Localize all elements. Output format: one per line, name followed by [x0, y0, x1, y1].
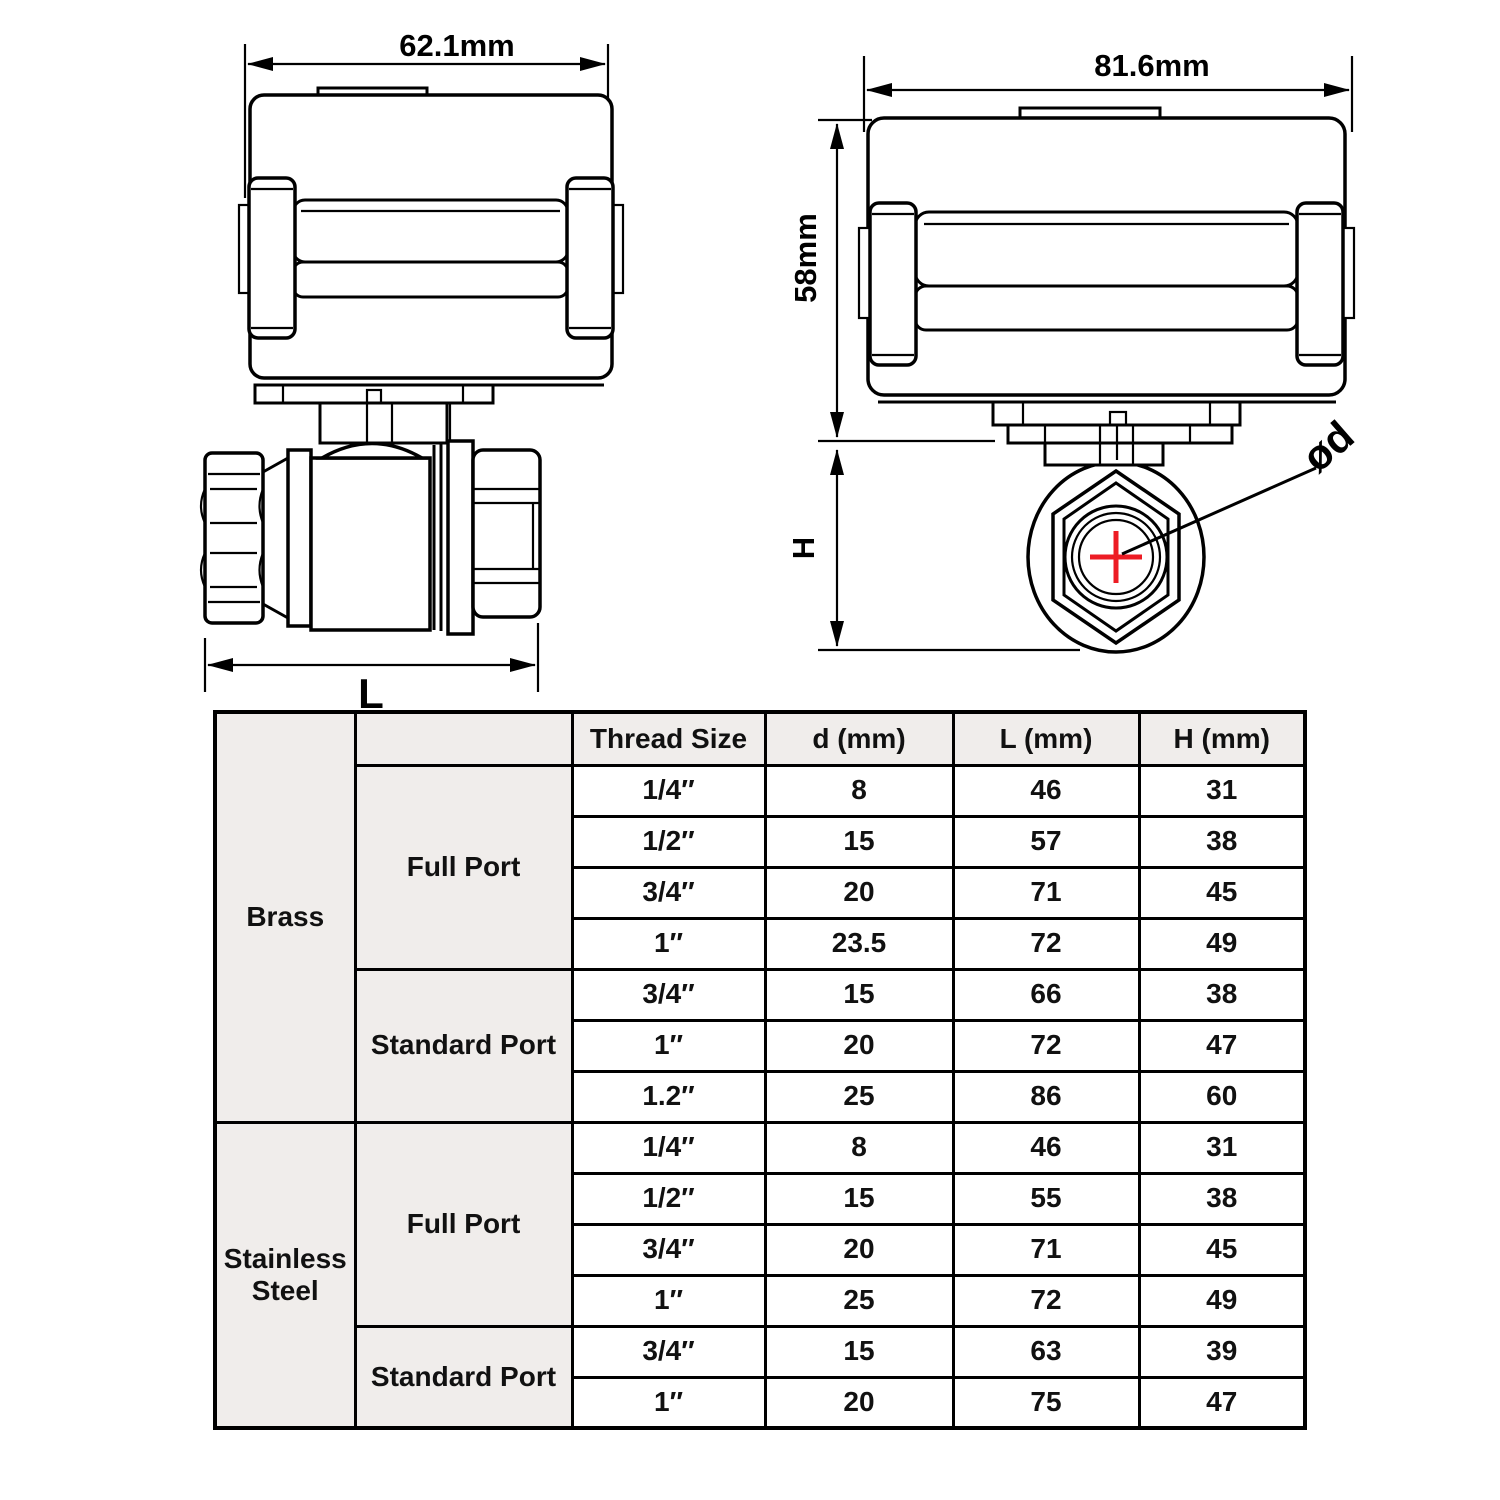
mount-plate-notch — [367, 390, 381, 403]
d-cell: 20 — [765, 1020, 953, 1071]
d-cell: 15 — [765, 1326, 953, 1377]
port-cell-ss-full: Full Port — [355, 1122, 572, 1326]
valve-dome — [322, 444, 422, 459]
h-cell: 47 — [1139, 1020, 1305, 1071]
bracket-tier2 — [1008, 425, 1232, 443]
female-hex-nut — [205, 453, 263, 623]
housing-band-lower — [915, 286, 1298, 330]
end-cap-left — [249, 178, 295, 338]
col-header-thread-size: Thread Size — [572, 712, 765, 765]
port-header-cell — [355, 712, 572, 765]
l-cell: 72 — [953, 1020, 1139, 1071]
thread-cell: 1″ — [572, 1377, 765, 1428]
housing-band-lower — [293, 262, 568, 297]
table-row — [215, 1326, 1305, 1377]
valve-body-side-view — [201, 441, 540, 634]
d-cell: 15 — [765, 969, 953, 1020]
material-cell-stainless: Stainless Steel — [215, 1122, 355, 1428]
h-cell: 60 — [1139, 1071, 1305, 1122]
h-cell: 45 — [1139, 1224, 1305, 1275]
material-cell-brass: Brass — [215, 712, 355, 1122]
d-cell: 15 — [765, 1173, 953, 1224]
thread-cell: 1″ — [572, 1275, 765, 1326]
end-cap-right — [567, 178, 613, 338]
d-cell: 25 — [765, 1071, 953, 1122]
h-cell: 39 — [1139, 1326, 1305, 1377]
side-view — [201, 28, 623, 710]
end-cap-right — [1297, 203, 1343, 365]
thread-cell: 3/4″ — [572, 867, 765, 918]
thread-cell: 1″ — [572, 918, 765, 969]
thread-cell: 1/4″ — [572, 1122, 765, 1173]
valve-height-dimension-label: H — [786, 536, 821, 560]
table-row — [215, 969, 1305, 1020]
thread-cell: 3/4″ — [572, 1326, 765, 1377]
h-cell: 31 — [1139, 765, 1305, 816]
l-cell: 66 — [953, 969, 1139, 1020]
body-collar-right — [448, 441, 473, 634]
d-cell: 8 — [765, 1122, 953, 1173]
front-view — [786, 48, 1363, 652]
h-cell: 47 — [1139, 1377, 1305, 1428]
d-cell: 20 — [765, 867, 953, 918]
h-cell: 49 — [1139, 1275, 1305, 1326]
table-header-row — [215, 712, 1305, 765]
col-header-d: d (mm) — [765, 712, 953, 765]
h-cell: 38 — [1139, 816, 1305, 867]
spec-table — [213, 710, 1307, 1430]
stem-bracket — [320, 403, 447, 443]
housing-band-upper — [293, 200, 568, 262]
d-cell: 25 — [765, 1275, 953, 1326]
port-cell-brass-full: Full Port — [355, 765, 572, 969]
diameter-dimension-label: ød — [1293, 411, 1363, 481]
actuator-side-view — [239, 88, 623, 443]
port-cell-brass-standard: Standard Port — [355, 969, 572, 1122]
body-collar-left — [288, 450, 311, 626]
h-cell: 38 — [1139, 969, 1305, 1020]
thread-cell: 3/4″ — [572, 969, 765, 1020]
mount-plate-notch — [1110, 412, 1126, 425]
l-cell: 63 — [953, 1326, 1139, 1377]
l-cell: 72 — [953, 1275, 1139, 1326]
technical-drawing — [0, 0, 1500, 710]
end-cap-left — [870, 203, 916, 365]
width-dimension-label-left: 62.1mm — [399, 28, 515, 63]
width-dimension-label-right: 81.6mm — [1094, 48, 1210, 83]
d-cell: 20 — [765, 1377, 953, 1428]
h-cell: 49 — [1139, 918, 1305, 969]
packing-gland-lines — [434, 444, 441, 631]
height-dimension-label: 58mm — [788, 213, 823, 303]
l-cell: 57 — [953, 816, 1139, 867]
thread-cell: 1/4″ — [572, 765, 765, 816]
d-cell: 15 — [765, 816, 953, 867]
valve-center-body — [311, 458, 430, 630]
l-cell: 71 — [953, 867, 1139, 918]
dimension-length-L — [205, 623, 538, 710]
l-cell: 46 — [953, 765, 1139, 816]
col-header-h: H (mm) — [1139, 712, 1305, 765]
h-cell: 45 — [1139, 867, 1305, 918]
mount-bracket-front — [993, 402, 1240, 465]
table-row — [215, 1122, 1305, 1173]
l-cell: 75 — [953, 1377, 1139, 1428]
port-cell-ss-standard: Standard Port — [355, 1326, 572, 1428]
d-cell: 23.5 — [765, 918, 953, 969]
d-cell: 8 — [765, 765, 953, 816]
h-cell: 38 — [1139, 1173, 1305, 1224]
actuator-front-view — [859, 108, 1354, 402]
l-cell: 55 — [953, 1173, 1139, 1224]
thread-cell: 1/2″ — [572, 1173, 765, 1224]
bracket-tier3 — [1045, 443, 1163, 465]
length-dimension-label: L — [358, 670, 384, 710]
col-header-l: L (mm) — [953, 712, 1139, 765]
l-cell: 46 — [953, 1122, 1139, 1173]
l-cell: 72 — [953, 918, 1139, 969]
l-cell: 86 — [953, 1071, 1139, 1122]
body-cone — [263, 458, 288, 618]
thread-cell: 1″ — [572, 1020, 765, 1071]
l-cell: 71 — [953, 1224, 1139, 1275]
valve-end-view — [1028, 462, 1204, 652]
male-thread-end — [473, 450, 540, 617]
thread-cell: 1.2″ — [572, 1071, 765, 1122]
h-cell: 31 — [1139, 1122, 1305, 1173]
thread-cell: 1/2″ — [572, 816, 765, 867]
d-cell: 20 — [765, 1224, 953, 1275]
thread-cell: 3/4″ — [572, 1224, 765, 1275]
table-row — [215, 765, 1305, 816]
